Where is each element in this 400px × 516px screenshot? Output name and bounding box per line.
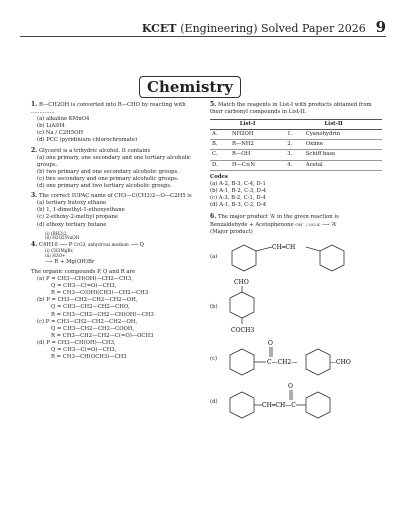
table-row bbox=[210, 140, 382, 150]
question-stem: The major product ‘A’ in the given reaction is bbox=[217, 214, 339, 221]
aryl-aldehyde-structure-icon bbox=[222, 278, 282, 336]
reagent-above: (i) (BH3)2, bbox=[45, 230, 68, 236]
reaction-scheme bbox=[31, 232, 201, 266]
left-column bbox=[31, 101, 201, 363]
cell: NH2OH bbox=[230, 130, 285, 140]
option: (d) PCC (pyridinium chlorochromate) bbox=[37, 137, 138, 144]
option-line: R = CH3—CH2—CH2—CH(OH)—CH3 bbox=[51, 311, 154, 318]
cell: Cyanohydrin bbox=[304, 130, 382, 140]
header-rule bbox=[20, 36, 386, 37]
match-table bbox=[210, 119, 382, 170]
option-line: (a) P = CH3—CH(OH)—CH2—CH3, bbox=[37, 276, 133, 283]
cell: Oxime bbox=[304, 140, 382, 150]
cell: 3. bbox=[285, 150, 304, 160]
table-row bbox=[210, 160, 382, 170]
header-subtitle: (Engineering) Solved Paper 2026 bbox=[180, 22, 366, 35]
option: (c) A-3, B-2, C-1, D-4 bbox=[210, 194, 266, 201]
codes-label: Codes bbox=[210, 173, 228, 180]
ketone-aldehyde-structure-icon bbox=[222, 339, 382, 379]
svg-text:—CHO: —CHO bbox=[330, 359, 351, 367]
question-number: 1. bbox=[31, 101, 38, 108]
option: (a) alkaline KMnO4 bbox=[37, 116, 90, 123]
option: (a) one primary, one secondary and one tertiary alcoholic groups. bbox=[37, 154, 191, 168]
option: (b) 1, 1-dimethyl-1-ethoxyethane bbox=[37, 207, 125, 214]
option-d bbox=[31, 340, 201, 361]
chalcone-structure-icon bbox=[222, 382, 382, 422]
svg-text:C—CH2—: C—CH2— bbox=[267, 359, 298, 367]
cell: B. bbox=[210, 140, 230, 150]
question-4 bbox=[31, 232, 201, 362]
option: (d) A-1, B-3, C-2, D-4 bbox=[210, 202, 267, 209]
reagent: CrO3, anhydrous medium bbox=[73, 242, 129, 248]
option-line: R = CH3—CH(OCH3)—CH3 bbox=[51, 354, 127, 361]
option-c bbox=[31, 319, 201, 340]
cell: D. bbox=[210, 160, 230, 170]
cell: R—NH2 bbox=[230, 140, 285, 150]
cell: 2. bbox=[285, 140, 304, 150]
svg-text:O: O bbox=[288, 383, 293, 391]
reaction-end: ⟶ Q bbox=[130, 242, 145, 249]
svg-text:CH═CH: CH═CH bbox=[272, 244, 296, 252]
cell: R—OH bbox=[230, 150, 285, 160]
question-stem: Glycerol is a trihydric alcohol. It contains bbox=[38, 147, 151, 154]
option-line: (c) P = CH3—CH2—CH2—CH2—OH, bbox=[37, 318, 138, 325]
question-stem: The correct IUPAC name of CH3—C(CH3)2—O—C2H5 is bbox=[38, 193, 192, 200]
svg-text:O: O bbox=[268, 340, 273, 348]
question-5 bbox=[210, 101, 386, 209]
cell: Schiff base bbox=[304, 150, 382, 160]
option-line: Q = CH3—CH2—CH2—COOH, bbox=[51, 325, 135, 332]
option: (d) one primary and two tertiary alcoholic groups. bbox=[37, 183, 172, 190]
list-2-header: List-II bbox=[285, 120, 382, 130]
option-label: (b) bbox=[210, 303, 218, 310]
page-header bbox=[142, 18, 386, 36]
list-1-header: List-I bbox=[210, 120, 285, 130]
option-a bbox=[31, 276, 201, 297]
option-label: (d) bbox=[210, 398, 218, 405]
option-line: Q = CH3—CH2—CH2—CHO, bbox=[51, 304, 130, 311]
reagent-below: (ii) H2O2/NaOH bbox=[45, 235, 80, 241]
option-label: (a) bbox=[210, 253, 218, 260]
option-c-structure bbox=[210, 339, 386, 379]
option: (c) two secondary and one primary alcoholic groups. bbox=[37, 175, 179, 182]
reaction: Benzaldehyde + Acetophenone OH⁻ / 293 K ⟶ ‘A’ bbox=[210, 222, 337, 229]
option-label: (c) bbox=[210, 355, 218, 362]
section-title: Chemistry bbox=[139, 76, 241, 98]
reaction-line-2: ⟶ R + Mg(OH)Br bbox=[45, 258, 95, 265]
right-column bbox=[210, 101, 386, 425]
cell: C. bbox=[210, 150, 230, 160]
option: (c) 2-ethoxy-2-methyl propane bbox=[37, 214, 119, 221]
option-b bbox=[31, 297, 201, 318]
option-line: R = CH3—C(OH)(CH3)—CH2—CH3 bbox=[51, 290, 149, 297]
option: (c) Na / C2H5OH bbox=[37, 130, 84, 137]
option-d-structure bbox=[210, 382, 386, 422]
question-number: 6. bbox=[210, 213, 217, 221]
question-number: 2. bbox=[31, 146, 38, 154]
cell: Acetal bbox=[304, 160, 382, 170]
codes bbox=[210, 174, 386, 209]
option: (b) LiAlH4 bbox=[37, 123, 65, 130]
option-line: (d) P = CH3—CH(OH)—CH3, bbox=[37, 339, 116, 346]
option-line: Q = CH3—C(=O)—CH3, bbox=[51, 283, 117, 290]
svg-text:CHO: CHO bbox=[234, 279, 249, 287]
reactants: Benzaldehyde + Acetophenone bbox=[210, 222, 294, 229]
option-b-structure bbox=[210, 278, 386, 336]
option-a-structure bbox=[210, 239, 386, 275]
question-3 bbox=[31, 192, 201, 228]
page-number: 9 bbox=[375, 18, 386, 36]
cell: 4. bbox=[285, 160, 304, 170]
option: (b) two primary and one secondary alcoholic groups. bbox=[37, 168, 179, 175]
product-label: ‘A’ bbox=[331, 222, 337, 229]
note: (Major product) bbox=[210, 229, 253, 236]
question-stem: The organic compounds P, Q and R are bbox=[31, 268, 136, 275]
header-series: KCET bbox=[141, 22, 177, 35]
option-line: (b) P = CH3—CH2—CH2—CH2—OH, bbox=[37, 297, 138, 304]
table-row bbox=[210, 130, 382, 140]
question-number: 3. bbox=[31, 192, 38, 200]
question-number: 5. bbox=[210, 101, 217, 108]
option: (b) A-1, B-2, C-3, D-4 bbox=[210, 187, 267, 194]
question-stem: R—CH2OH is converted into R—CHO by reacting with .............. bbox=[31, 102, 186, 116]
cell: 1. bbox=[285, 130, 304, 140]
reagent-above: (i) CH3MgBr, bbox=[45, 248, 74, 254]
question-6 bbox=[210, 213, 386, 422]
table-row bbox=[210, 150, 382, 160]
question-1 bbox=[31, 101, 201, 145]
option: (a) tertiary butoxy ethane bbox=[37, 200, 107, 207]
option: (a) A-2, B-3, C-4, D-1 bbox=[210, 180, 266, 187]
svg-text:COCH3: COCH3 bbox=[231, 327, 255, 335]
question-2 bbox=[31, 147, 201, 191]
cell: A. bbox=[210, 130, 230, 140]
question-number: 4. bbox=[31, 241, 38, 249]
reaction-line-1: C4H10 ⟶ P bbox=[38, 242, 73, 249]
reaction-condition: OH⁻ / 293 K bbox=[295, 222, 321, 228]
option-line: Q = CH3—C(=O)—CH3, bbox=[51, 347, 117, 353]
reagent-below: (ii) H3O+ bbox=[45, 253, 66, 259]
svg-text:CH═CH—C: CH═CH—C bbox=[262, 402, 296, 410]
option-line: R = CH3—CH2—CH2—C(=O)—OCH3 bbox=[51, 332, 154, 339]
question-stem: Match the reagents in List-I with products obtained from their carbonyl compounds in List-II. bbox=[210, 102, 372, 116]
stilbene-structure-icon bbox=[222, 239, 372, 275]
cell: H—C≡N bbox=[230, 160, 285, 170]
option: (d) ethoxy tertiary butane bbox=[37, 221, 107, 228]
